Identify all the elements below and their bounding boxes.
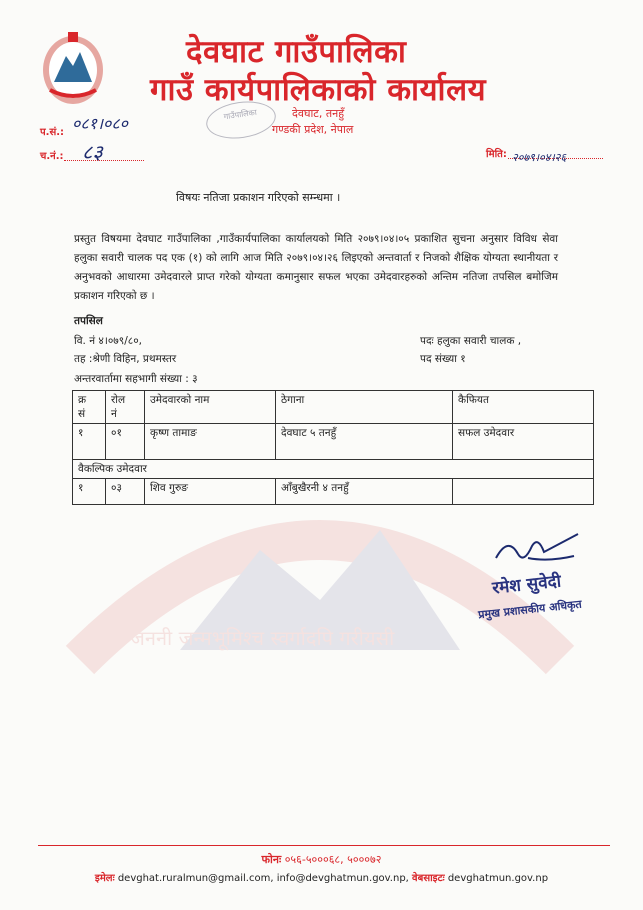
ps-value: ०८१।०८० xyxy=(72,114,128,133)
website-link[interactable]: devghatmun.gov.np xyxy=(447,873,549,884)
phone-value: ०५६-५०००६८, ५०००७२ xyxy=(284,853,382,866)
tapasil-heading: तपसिल xyxy=(74,315,103,327)
address-line2: गण्डकी प्रदेश, नेपाल xyxy=(272,123,354,136)
chn-underline xyxy=(64,160,144,161)
phone-label: फोनः xyxy=(261,853,282,866)
advertisement-number: वि. नं ४।०७९/८०, xyxy=(74,335,143,347)
ps-label: प.सं.: xyxy=(40,127,65,138)
header-address: ठेगाना xyxy=(276,391,453,424)
office-title-line2: गाउँ कार्यपालिकाको कार्यालय xyxy=(150,72,487,108)
chn-value: ८३ xyxy=(82,140,103,164)
website-label: वेबसाइटः xyxy=(412,873,445,884)
header-remarks: कैफियत xyxy=(453,391,594,424)
nepal-emblem-logo xyxy=(40,30,106,106)
cell-address: आँबुखैरनी ४ तनहुँ xyxy=(276,479,453,505)
cell-sn: १ xyxy=(73,479,106,505)
cell-remarks xyxy=(453,479,594,505)
cell-name: शिव गुरुङ xyxy=(145,479,276,505)
header-sn: क्र सं xyxy=(73,391,106,424)
alternate-candidates-label: वैकल्पिक उमेदवार xyxy=(73,460,594,479)
cell-remarks: सफल उमेदवार xyxy=(453,424,594,460)
table-row xyxy=(73,479,594,505)
email-label: इमेलः xyxy=(94,873,115,884)
interview-count: अन्तरवार्तामा सहभागी संख्या : ३ xyxy=(74,373,198,385)
body-paragraph: प्रस्तुत विषयमा देवघाट गाउँपालिका ,गाउँकार्यपालिका कार्यालयको मिति २०७९।०४।०५ प्रकाशित सुचना अनुसार विविध सेवा हलुका सवारी चालक पद एक (१) को लागि आज मिति २०७९।०४।२६ लिइएको अन्तवार्ता र निजको शैक्षिक योग्यता स्थानीयता र अनुभवको आधारमा उमेदवारले प्राप्त गरेको योग्यता कमानुसार सफल भएका उमेदवारहरुको अन्तिम नतिजा तपसिल बमोजिम प्रकाशन गरिएको छ । xyxy=(74,233,558,302)
cell-sn: १ xyxy=(73,424,106,460)
results-table xyxy=(72,390,594,505)
header-name: उमेदवारको नाम xyxy=(145,391,276,424)
signatory-title: प्रमुख प्रशासकीय अधिकृत xyxy=(477,597,583,622)
cell-name: कृष्ण तामाङ xyxy=(145,424,276,460)
office-title-line1: देवघाट गाउँपालिका xyxy=(186,34,407,70)
post-count: पद संख्या १ xyxy=(420,353,466,365)
footer-phone xyxy=(0,852,643,867)
post-name: पदः हलुका सवारी चालक , xyxy=(420,335,522,347)
address-line1: देवघाट, तनहुँ xyxy=(292,107,345,120)
office-stamp: गाउँपालिका xyxy=(204,97,278,142)
subject-line: विषयः नतिजा प्रकाशन गरिएको सम्न्धमा । xyxy=(176,191,341,204)
watermark-text: जननी जन्मभूमिश्च स्वर्गादपि गरीयसी xyxy=(130,626,395,650)
date-label: मिति: xyxy=(486,149,507,160)
alternate-heading-row xyxy=(73,460,594,479)
cell-roll: ०१ xyxy=(106,424,145,460)
header-roll: रोल नं xyxy=(106,391,145,424)
footer-divider xyxy=(38,845,610,846)
table-header-row xyxy=(73,391,594,424)
signatory-name: रमेश सुवेदी xyxy=(491,571,562,599)
cell-roll: ०३ xyxy=(106,479,145,505)
footer-web xyxy=(0,870,643,884)
handwritten-signature xyxy=(488,528,588,572)
chn-label: च.नं.: xyxy=(40,151,64,162)
level-text: तह :श्रेणी विहिन, प्रथमस्तर xyxy=(74,353,177,365)
email-links[interactable]: devghat.ruralmun@gmail.com, info@devghatmun.gov.np, xyxy=(117,873,409,884)
date-value: २०७९।०४।२६ xyxy=(512,151,567,164)
table-row xyxy=(73,424,594,460)
cell-address: देवघाट ५ तनहुँ xyxy=(276,424,453,460)
